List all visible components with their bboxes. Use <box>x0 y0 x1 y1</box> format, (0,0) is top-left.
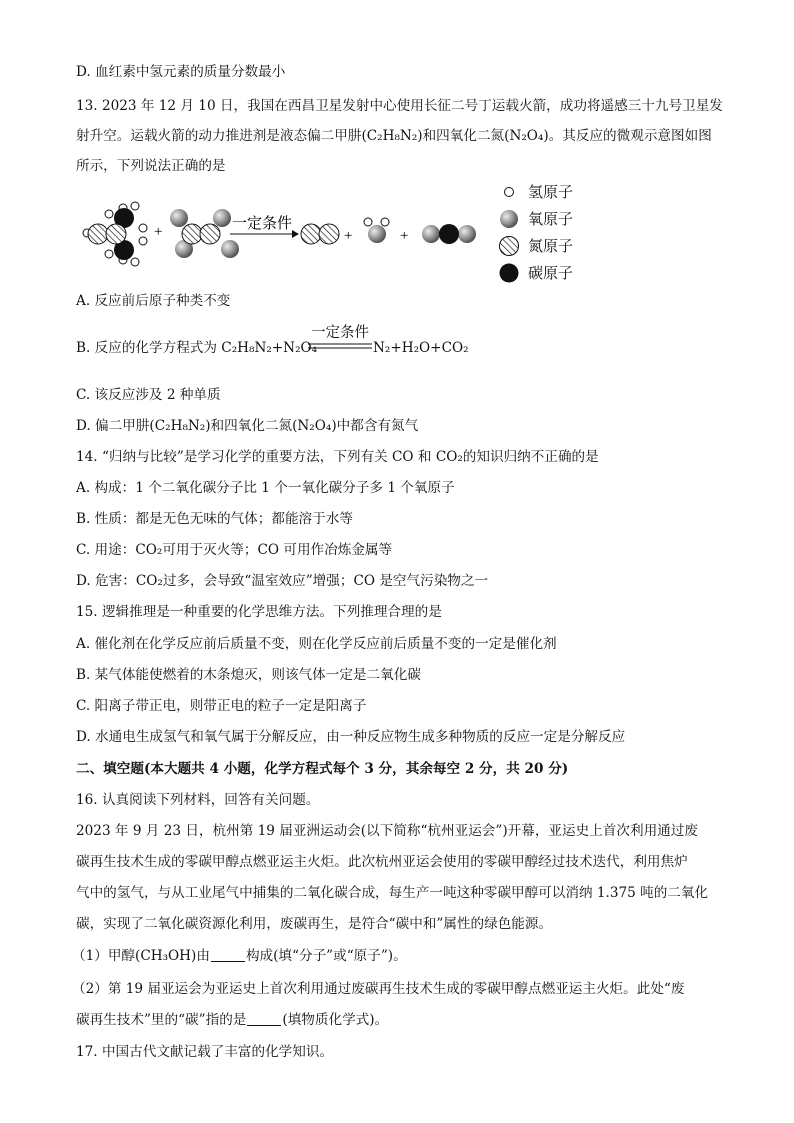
q16-passage-line-1: 2023 年 9 月 23 日，杭州第 19 届亚洲运动会(以下简称“杭州亚运会”)开幕，亚运史上首次利用通过废 <box>76 823 698 839</box>
equals-double-line <box>308 342 374 350</box>
plus-sign: + <box>400 228 409 244</box>
q13-option-b-condition: 一定条件 <box>311 325 369 341</box>
carbon-atom-icon <box>498 262 520 284</box>
q13-option-a: A. 反应前后原子种类不变 <box>76 293 231 309</box>
carbon-dioxide-molecule <box>422 224 476 244</box>
hydrogen-atom-icon <box>498 181 520 203</box>
answer-blank[interactable] <box>211 947 245 962</box>
q12-option-d: D. 血红素中氢元素的质量分数最小 <box>76 64 286 80</box>
water-molecule <box>364 218 389 243</box>
answer-blank[interactable] <box>247 1011 281 1026</box>
plus-sign: + <box>344 228 353 244</box>
q14-option-b: B. 性质：都是无色无味的气体；都能溶于水等 <box>76 511 353 527</box>
q16-subquestion-2-line-1: （2）第 19 届亚运会为亚运史上首次利用通过废碳再生技术生成的零碳甲醇点燃亚运主火炬。此处“废 <box>72 981 685 997</box>
nitrogen-molecule <box>301 224 339 244</box>
q14-option-a: A. 构成：1 个二氧化碳分子比 1 个一氧化碳分子多 1 个氧原子 <box>76 480 455 496</box>
plus-sign: + <box>154 224 163 240</box>
q14-stem: 14. “归纳与比较”是学习化学的重要方法，下列有关 CO 和 CO₂的知识归纳不正确的是 <box>76 449 599 465</box>
q13-option-b-products: N₂+H₂O+CO₂ <box>373 340 469 356</box>
dimethylhydrazine-molecule <box>83 202 147 266</box>
q15-stem: 15. 逻辑推理是一种重要的化学思维方法。下列推理合理的是 <box>76 604 442 620</box>
q13-option-b-prefix: B. 反应的化学方程式为 C₂H₈N₂+N₂O₄ <box>76 340 318 356</box>
q14-option-d: D. 危害：CO₂过多，会导致“温室效应”增强；CO 是空气污染物之一 <box>76 573 489 589</box>
q15-option-c: C. 阳离子带正电，则带正电的粒子一定是阳离子 <box>76 698 367 714</box>
q14-option-c: C. 用途：CO₂可用于灭火等；CO 可用作冶炼金属等 <box>76 542 393 558</box>
q13-stem-line-2: 射升空。运载火箭的动力推进剂是液态偏二甲肼(C₂H₈N₂)和四氧化二氮(N₂O₄)。其反应的微观示意图如图 <box>76 128 712 144</box>
reaction-condition: 一定条件 <box>232 214 293 232</box>
q13-stem-line-1: 13. 2023 年 12 月 10 日，我国在西昌卫星发射中心使用长征二号丁运载火箭，成功将遥感三十九号卫星发 <box>76 98 723 114</box>
q13-option-d: D. 偏二甲肼(C₂H₈N₂)和四氧化二氮(N₂O₄)中都含有氮气 <box>76 418 419 434</box>
q16-passage-line-3: 气中的氢气，与从工业尾气中捕集的二氧化碳合成，每生产一吨这种零碳甲醇可以消纳 1.375 吨的二氧化 <box>76 885 709 901</box>
q15-option-b: B. 某气体能使燃着的木条熄灭，则该气体一定是二氧化碳 <box>76 667 421 683</box>
q13-stem-line-3: 所示，下列说法正确的是 <box>76 158 226 174</box>
section-2-heading: 二、填空题(本大题共 4 小题，化学方程式每个 3 分，其余每空 2 分，共 20 分) <box>76 761 569 777</box>
q16-passage-line-2: 碳再生技术生成的零碳甲醇点燃亚运主火炬。此次杭州亚运会使用的零碳甲醇经过技术迭代，利用焦炉 <box>76 854 688 870</box>
oxygen-atom-icon <box>498 208 520 230</box>
q16-subquestion-2-line-2: 碳再生技术”里的“碳”指的是 (填物质化学式)。 <box>76 1012 389 1028</box>
dinitrogen-tetroxide-molecule <box>170 209 239 258</box>
reaction-micro-diagram <box>70 178 490 273</box>
q16-subquestion-1: （1）甲醇(CH₃OH)由 构成(填“分子”或“原子”)。 <box>72 948 407 964</box>
q17-stem: 17. 中国古代文献记载了丰富的化学知识。 <box>76 1044 334 1060</box>
q16-stem: 16. 认真阅读下列材料，回答有关问题。 <box>76 792 320 808</box>
q15-option-d: D. 水通电生成氢气和氧气属于分解反应，由一种反应物生成多种物质的反应一定是分解反应 <box>76 729 626 745</box>
q16-passage-line-4: 碳，实现了二氧化碳资源化利用，废碳再生，是符合“碳中和”属性的绿色能源。 <box>76 916 553 932</box>
q15-option-a: A. 催化剂在化学反应前后质量不变，则在化学反应前后质量不变的一定是催化剂 <box>76 636 557 652</box>
nitrogen-atom-icon <box>498 235 520 257</box>
q13-option-c: C. 该反应涉及 2 种单质 <box>76 387 221 403</box>
